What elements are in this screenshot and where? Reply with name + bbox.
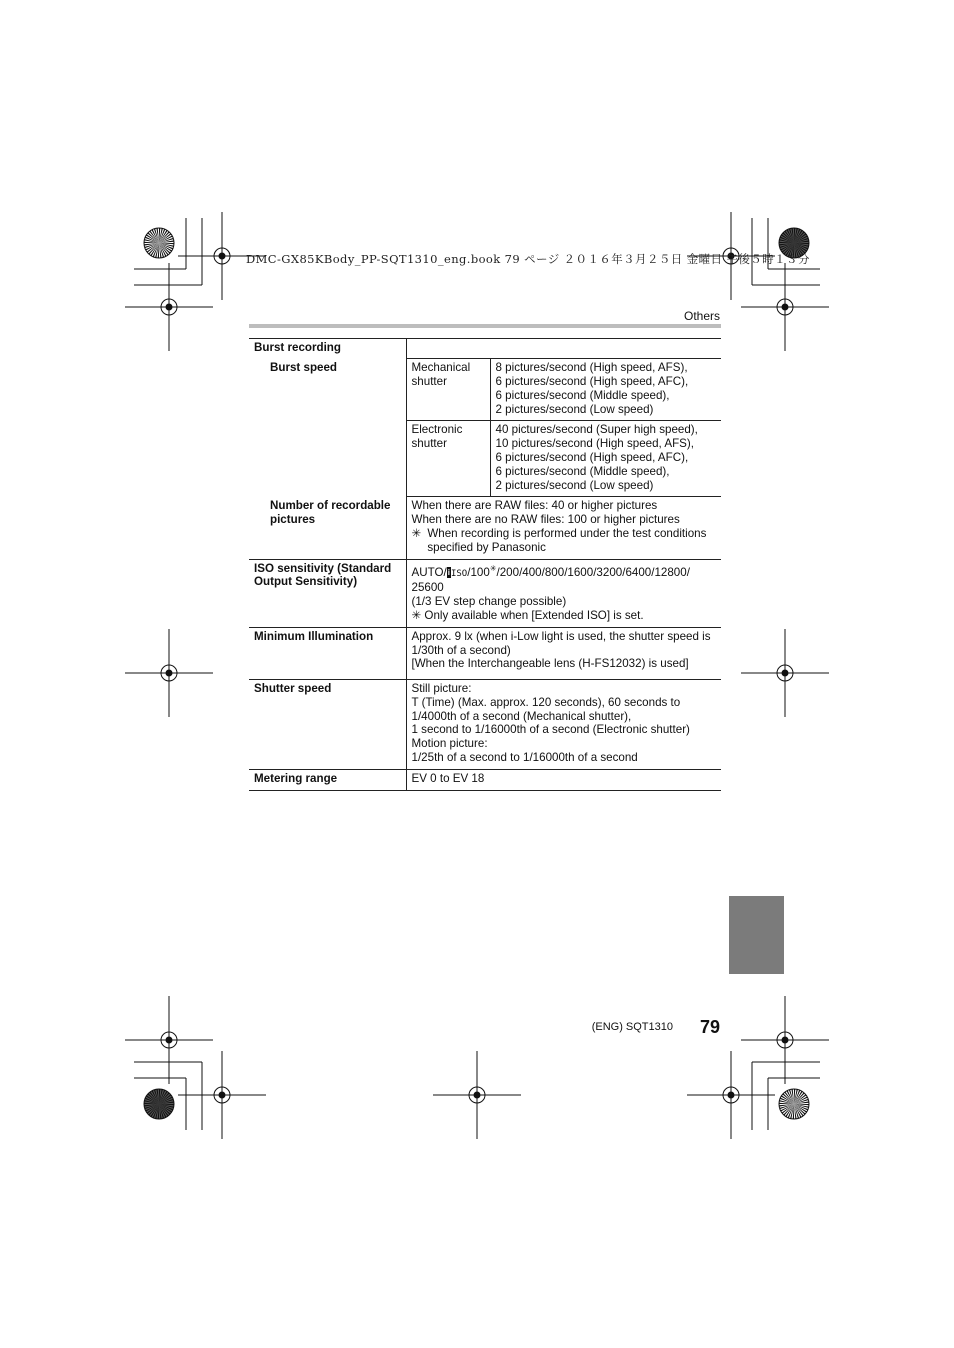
spec-label: Burst speed	[270, 360, 338, 374]
crosshair-mark	[741, 996, 829, 1084]
spec-value: When there are RAW files: 40 or higher pictures When there are no RAW files: 100 or higher pictures ✳ When recording is performed under the test conditions specified by Panasonic	[406, 497, 721, 559]
spec-label: Shutter speed	[249, 680, 406, 770]
table-row	[249, 359, 721, 421]
color-target-mark	[779, 1089, 809, 1119]
spec-label: Burst recording	[249, 339, 406, 359]
color-target-mark	[144, 1089, 174, 1119]
table-row	[249, 627, 721, 679]
spec-label: Minimum Illumination	[249, 627, 406, 679]
crosshair-mark	[125, 996, 213, 1084]
crosshair-mark	[125, 263, 213, 351]
spec-value: AUTO/iISO/100✳/200/400/800/1600/3200/6400/12800/ 25600 (1/3 EV step change possible) ✳ Only available when [Extended ISO] is set.	[406, 559, 721, 627]
crosshair-mark	[433, 1051, 521, 1139]
table-row	[249, 769, 721, 790]
crosshair-mark	[687, 1051, 775, 1139]
spec-label: Number of recordable pictures	[270, 498, 391, 526]
footer-code: (ENG) SQT1310	[591, 1021, 673, 1033]
color-target-mark	[144, 228, 174, 258]
section-rule	[249, 324, 721, 328]
section-label: Others	[683, 309, 720, 323]
page-number: 79	[699, 1017, 720, 1037]
spec-value: 40 pictures/second (Super high speed), 10 pictures/second (High speed, AFS), 6 pictures/second (High speed, AFC), 6 pictures/second (Middle speed), 2 pictures/second (Low speed)	[490, 421, 721, 497]
chapter-tab	[729, 896, 784, 974]
spec-sublabel: Mechanical shutter	[406, 359, 490, 421]
crosshair-mark	[178, 1051, 266, 1139]
table-row	[249, 497, 721, 559]
spec-label: ISO sensitivity (Standard Output Sensitivity)	[249, 559, 406, 627]
crosshair-mark	[125, 629, 213, 717]
table-row	[249, 339, 721, 359]
spec-label: Metering range	[249, 769, 406, 790]
crosshair-mark	[741, 263, 829, 351]
spec-value: 8 pictures/second (High speed, AFS), 6 pictures/second (High speed, AFC), 6 pictures/second (Middle speed), 2 pictures/second (Low speed)	[490, 359, 721, 421]
print-header: DMC-GX85KBody_PP-SQT1310_eng.book 79 ページ ２０１６年３月２５日 金曜日 午後５時１３分	[246, 252, 810, 266]
table-row	[249, 680, 721, 770]
spec-value: Still picture: T (Time) (Max. approx. 120 seconds), 60 seconds to 1/4000th of a second (Mechanical shutter), 1 second to 1/16000th of a second (Electronic shutter) Motion picture: 1/25th of a second to 1/16000th of a second	[406, 680, 721, 770]
spec-value: Approx. 9 lx (when i-Low light is used, the shutter speed is 1/30th of a second) [When the Interchangeable lens (H-FS12032) is used]	[406, 627, 721, 679]
spec-table	[249, 338, 721, 791]
spec-sublabel: Electronic shutter	[406, 421, 490, 497]
crosshair-mark	[741, 629, 829, 717]
spec-value: EV 0 to EV 18	[406, 769, 721, 790]
intelligent-iso-icon: i	[447, 567, 450, 577]
table-row	[249, 559, 721, 627]
